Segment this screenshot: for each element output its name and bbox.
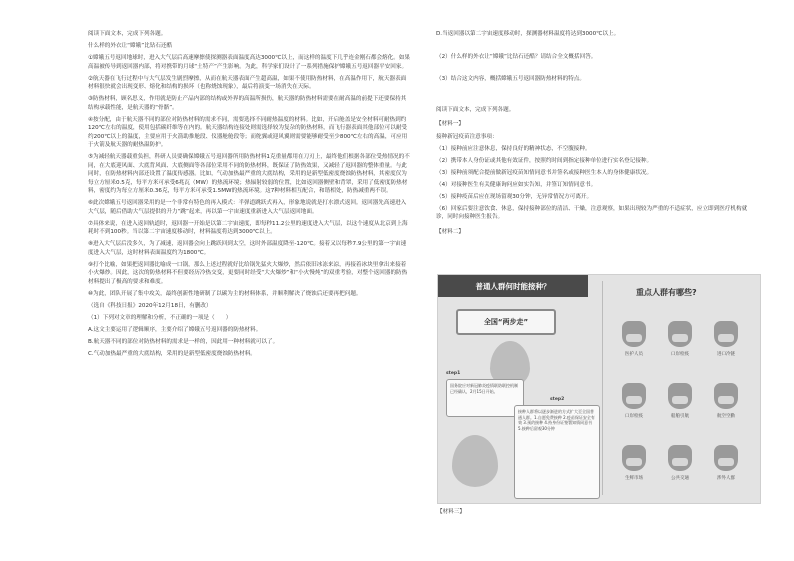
left-column: [88, 30, 410, 362]
option-c: C.气动加热最严重的大底结构，采用的是新型低密度烧蚀防热材料。: [88, 351, 256, 357]
public-transport-icon: [668, 445, 692, 471]
option-d: D.当返回器以第二宇宙速度移动时，探测器材料温度将达到3000℃以上。: [436, 31, 620, 37]
group-label: 生鲜市场: [625, 476, 643, 481]
divider: [602, 281, 603, 495]
step1-label: step1: [446, 371, 461, 376]
paragraph: ④按分配，由于航天器不同的部位对防热材料的需求不同，需要选择不同耐热温度的材料。比如，开启舱盖是安全材料可耐热到约120℃左右的温度，使用包括碳纤维等在内的。航天器结构连接处则需选择较为复杂的防热材料，而飞行器表面其他部位可以耐受约200℃以上的温度，主要应用于火箭助推舱段、仪器舱舱段等；而舵翼或迎风翼则需要能够耐受至少800℃左右的高温，可应用于火箭及航天器的耐热温防护。: [88, 116, 408, 148]
port-inspection-icon: [622, 383, 646, 409]
article-title: 什么样的外衣让“嫦娥”比钻石还酷: [88, 43, 173, 49]
port-quarantine-icon: [668, 321, 692, 347]
group-label: 医护人员: [625, 352, 643, 357]
group-label: 口岸检疫: [625, 414, 643, 419]
question-2: （2）什么样的外衣让“嫦娥”比钻石还酷？请结合全文概括回答。: [436, 53, 597, 60]
paragraph: ⑨打个比喻，如果把返回器比喻成一口锅，那么上述过程就好比给锅先猛火大爆炒，然后依旧冰冻来凉，再接着冰块里拿出来接着小火爆炒。因此，这次的防热材料不但要经历冷热交变，更要同时经受“大火爆炒”和“小火慢炖”的双重考验，对整个返回器的防热材料提出了极高的要求和难度。: [88, 261, 408, 285]
paragraph: ②航天器在飞行过程中与大气层发生剧烈摩擦，从而在航天器表面产生超高温，如果不使用防热材料，在高温作用下，航天器表面材料很快就会出现变形、熔化和结构的损坏（也称烧蚀现象），最后将演变一场消失在天际。: [88, 75, 407, 90]
key-groups-title: 重点人群有哪些?: [636, 288, 697, 297]
paragraph: ⑦具体来说，在进入返回轨道时，返回器一开始是以第二宇宙速度，即每秒11.2公里的速度进入大气层，以这个速度从北京到上海耗时不到100秒。当以第二宇宙速度移动时，材料温度将达到3000℃以上。: [88, 220, 408, 235]
paragraph: ⑤为减轻航天器载重负担，科研人员要确保嫦娥五号返回器所用防热材料1克重量都用在刀刃上，最终他们根据各部位受热情况的不同，在大底迎风面、大底背风面、大底侧面等各部位采用不同的防热材料，既保证了防热效果，又减轻了返回器的整体重量。与此同时，在防热材料内部还设置了温度传感器。比如，气动加热最严重的大底结构，采用的是新型低密度烧蚀防热材料，其密度仅为每立方厘米0.5克，每平方米可承受6兆瓦（MW）的热流环境；热辐射较弱的位置，比如返回器侧壁和背罩，采用了低密度防热材料，密度约为每立方厘米0.36克，每平方米可承受1.5MW的热流环境。这7种材料相互配合，和谐相处，防热减重两不误。: [88, 154, 410, 194]
paragraph: ⑩为此，团队开展了集中攻关，最终创新性地研制了以碳为主的材料体系，并顺利解决了烧蚀后还要再把问题。: [88, 290, 362, 297]
reading-intro-2: 阅读下面文本，完成下列各题。: [436, 106, 515, 113]
ship-pilot-icon: [668, 383, 692, 409]
aircrew-icon: [714, 383, 738, 409]
foreign-affairs-icon: [714, 445, 738, 471]
fresh-market-icon: [622, 445, 646, 471]
source-note: （选自《科技日报》2020年12月18日，有删改）: [88, 302, 212, 309]
notice-title: 接种新冠疫苗注意事项：: [436, 133, 498, 140]
material-2-label: 【材料二】: [436, 228, 464, 235]
paragraph: ①嫦娥五号返回地球时，进入大气层后高速摩擦使探测器表面温度高达3000℃以上，而这样的温度下几乎连金刚石都会熔化。如果高温被传导到返回器内部，将对携带的月球“土特产”产生影响。为此，科学家们设计了一系列措施保护嫦娥五号返回器平安回家。: [88, 55, 411, 70]
material-3-label: 【材料三】: [437, 509, 465, 515]
option-a: A.这文主要运用了逻辑顺序，主要介绍了嫦娥五号返回器的防热材料。: [88, 327, 262, 333]
group-label: 进口冷链: [717, 352, 735, 357]
question-3: （3）结合这文内容，概括嫦娥五号返回器防热材料的特点。: [436, 76, 585, 82]
material-1-label: 【材料一】: [436, 121, 464, 127]
mascot-icon: [452, 435, 498, 487]
step1-box: 国务院应对新冠肺炎疫情联防联控机制已经确认，2月15日开始。: [446, 379, 524, 417]
notice-item: （2）携带本人身份证或其他有效证件，按照约时间到指定接种单位进行实名登记接种。: [436, 157, 653, 164]
paragraph: ③防热材料，顾名思义，作用就是防止产品内部的结构或外界的高温所损伤，航天器的防热材料需要在耐高温的前提下还要保持其结构承载性能，是航天器的“骨骼”。: [88, 96, 407, 111]
notice-item: （4）对接种医生有关健康询问应如实告知，并签订知情同意书。: [436, 181, 597, 188]
notice-item: （1）接种前应注意休息，保持良好的精神状态，不空腹接种。: [436, 145, 591, 152]
notice-item: （6）回家后要注意饮食、休息，保持接种部位的清洁、干燥，注意观察，如果出现较为严重的不适症状，应立即到医疗机构就诊，同时向接种医生报告。: [436, 205, 748, 220]
option-b: B.航天器不同的部位对防热材料的需求是一样的，因此用一种材料就可以了。: [88, 339, 279, 345]
question-1: （1）下列对文章的理解和分析，不正确的一项是（ ）: [88, 315, 232, 321]
group-label: 涉外人群: [717, 476, 735, 481]
paragraph: ⑧进入大气层后没多久，为了减速，返回器会向上跳跃回到太空，这时外部温度降至-120℃。接着又以每秒7.9公里的第一宇宙速度进入大气层，这时材料表面温度约为1800℃。: [88, 241, 407, 256]
cold-chain-icon: [714, 321, 738, 347]
step2-label: step2: [550, 397, 565, 402]
vaccination-infographic: [437, 274, 761, 504]
notice-item: （5）接种疫苗后应在现场留观30分钟，无异常情况方可离开。: [436, 193, 593, 200]
group-label: 公共交通: [671, 476, 689, 481]
step2-box: 接种人群将以逐步渐进的方式扩大至全国普通人群。1.自愿免费接种 2.疫苗保证安全有效 3.预约接种 4.持身份证签署知情同意书 5.接种后留观30分钟: [514, 405, 600, 499]
infographic-header: 普通人群何时能接种？: [438, 275, 588, 297]
group-label: 口岸检疫: [671, 352, 689, 357]
group-label: 航空空勤: [717, 414, 735, 419]
right-column: [436, 30, 758, 240]
notice-item: （3）接种前须配合提前做新冠疫苗知情同意书并签名或接种医生本人的身体健康状况。: [436, 169, 653, 176]
paragraph: ⑥此次嫦娥五号返回器采用的是一个非常有特色的再入模式：半弹道跳跃式再入，形象地说就是打水漂式返回。返回器先高速进入大气层，随后借助大气层提供的升力“跳”起来，再以第一宇宙速度重新进入大气层返回地面。: [88, 200, 407, 215]
medical-staff-icon: [622, 321, 646, 347]
group-label: 船舶引航: [671, 414, 689, 419]
reading-intro: 阅读下面文本，完成下列各题。: [88, 31, 167, 37]
two-step-ribbon: 全国“两步走”: [456, 309, 556, 335]
